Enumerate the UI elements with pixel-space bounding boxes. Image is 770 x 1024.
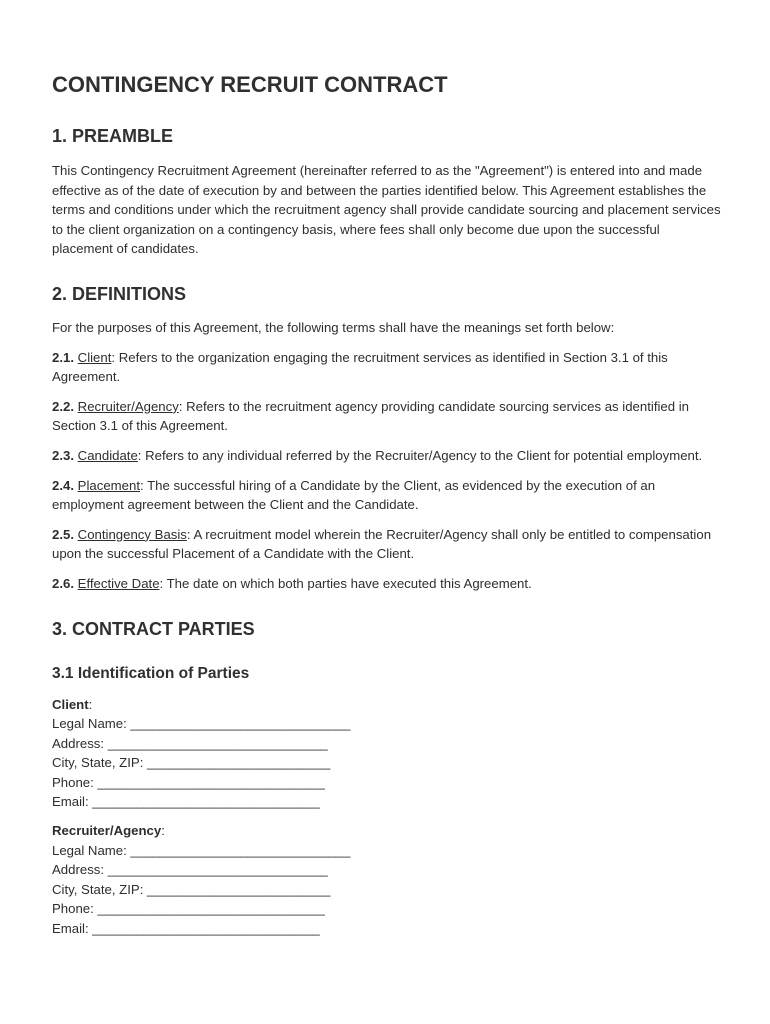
preamble-heading: 1. PREAMBLE [52, 126, 174, 146]
recruiter-city-state-zip-field[interactable]: City, State, ZIP: _________________________ [52, 881, 331, 897]
definition-number: 2.5. [52, 526, 74, 542]
definition-term: Recruiter/Agency [77, 398, 179, 414]
definition-number: 2.3. [52, 447, 74, 463]
client-label: Client [52, 696, 89, 712]
preamble-paragraph: This Contingency Recruitment Agreement (hereinafter referred to as the "Agreement") is entered into and made effective as of the date of execution by and between the parties identified below. This Agreement establishes the terms and conditions under which the recruitment agency shall provide candidate sourcing and placement services to the client organization on a contingency basis, where fees shall only become due upon the successful placement of candidates. [52, 163, 721, 257]
definitions-heading: 2. DEFINITIONS [52, 283, 187, 304]
definition-item [52, 348, 722, 387]
definition-item [52, 574, 722, 594]
definition-text: : Refers to the organization engaging the recruitment services as identified in Section 3.1 of this Agreement. [52, 349, 668, 385]
recruiter-phone-field[interactable]: Phone: _______________________________ [52, 901, 325, 917]
definition-number: 2.2. [52, 398, 74, 414]
contract-parties-heading: 3. CONTRACT PARTIES [52, 618, 255, 639]
client-city-state-zip-field[interactable]: City, State, ZIP: _________________________ [52, 755, 331, 771]
definition-item [52, 446, 722, 466]
client-email-field[interactable]: Email: _______________________________ [52, 794, 320, 810]
client-legal-name-field[interactable]: Legal Name: ______________________________ [52, 716, 351, 732]
client-label-line [52, 695, 722, 715]
definition-text: : The successful hiring of a Candidate by the Client, as evidenced by the execution of an employment agreement between the Client and the Candidate. [52, 477, 656, 513]
definition-text: : Refers to any individual referred by the Recruiter/Agency to the Client for potential employment. [137, 447, 703, 463]
definition-term: Effective Date [77, 575, 160, 591]
definition-number: 2.1. [52, 349, 74, 365]
client-address-field[interactable]: Address: ______________________________ [52, 735, 328, 751]
definition-item [52, 525, 722, 564]
client-phone-field[interactable]: Phone: _______________________________ [52, 774, 325, 790]
definition-term: Candidate [77, 447, 138, 463]
document-content [52, 70, 722, 939]
definition-text: : A recruitment model wherein the Recruiter/Agency shall only be entitled to compensation upon the successful Placement of a Candidate with the Client. [52, 526, 712, 562]
definition-text: : Refers to the recruitment agency providing candidate sourcing services as identified in Section 3.1 of this Agreement. [52, 398, 690, 434]
definition-term: Contingency Basis [77, 526, 187, 542]
recruiter-email-field[interactable]: Email: _______________________________ [52, 921, 320, 937]
identification-subheading: 3.1 Identification of Parties [52, 664, 250, 682]
client-block [52, 695, 722, 813]
definition-term: Placement [77, 477, 140, 493]
recruiter-label-colon: : [161, 823, 165, 839]
definition-term: Client [77, 349, 112, 365]
recruiter-block [52, 821, 722, 939]
definitions-intro: For the purposes of this Agreement, the following terms shall have the meanings set forth below: [52, 319, 615, 335]
document-title: CONTINGENCY RECRUIT CONTRACT [52, 72, 448, 97]
definitions-list [52, 348, 722, 594]
definition-item [52, 476, 722, 515]
definition-number: 2.4. [52, 477, 74, 493]
recruiter-address-field[interactable]: Address: ______________________________ [52, 862, 328, 878]
recruiter-label-line [52, 821, 722, 841]
definition-item [52, 397, 722, 436]
definition-number: 2.6. [52, 575, 74, 591]
client-label-colon: : [88, 696, 93, 712]
definition-text: : The date on which both parties have executed this Agreement. [159, 575, 532, 591]
recruiter-label: Recruiter/Agency [52, 823, 162, 839]
recruiter-legal-name-field[interactable]: Legal Name: ______________________________ [52, 842, 351, 858]
